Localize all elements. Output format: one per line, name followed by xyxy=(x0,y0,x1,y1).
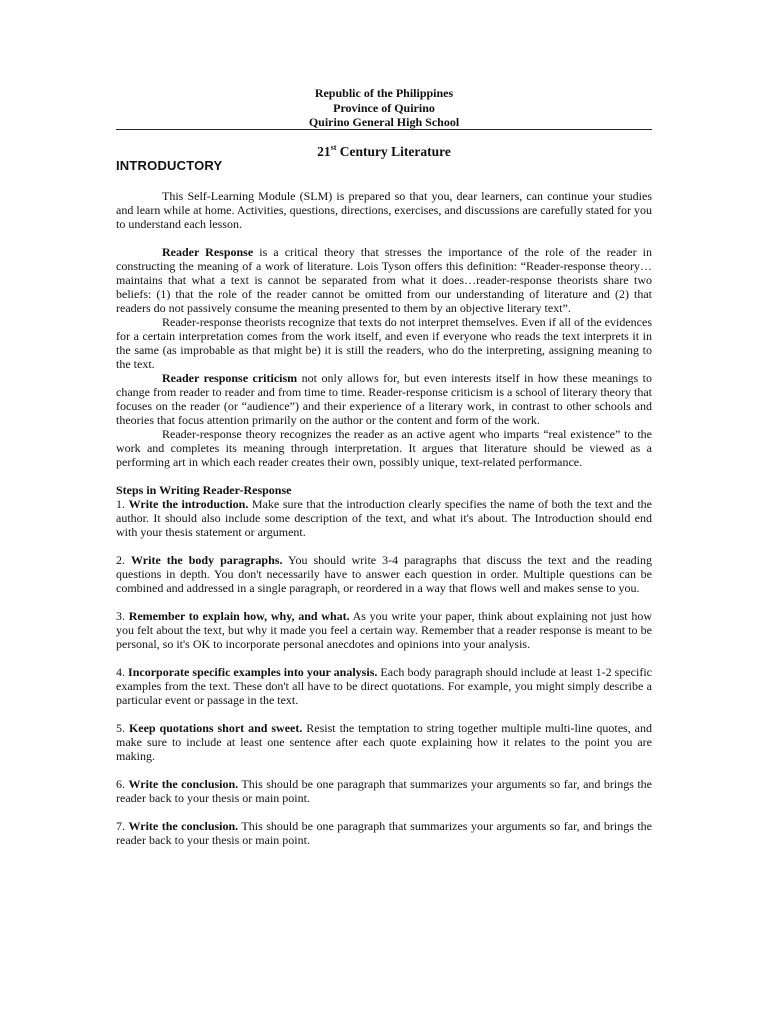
step-number: 5. xyxy=(116,721,129,735)
course-title-number: 21 xyxy=(317,144,331,159)
step-title: Write the conclusion. xyxy=(128,819,239,833)
term-reader-response-criticism: Reader response criticism xyxy=(162,371,298,385)
step-item xyxy=(116,553,652,595)
step-text: Each body paragraph should include at least 1-2 specific examples from the text. These don't all have to be direct quotations. For example, you might simply describe a particular event or passage in the text. xyxy=(116,665,652,707)
step-text: Make sure that the introduction clearly specifies the name of both the text and the author. It should also include some description of the text, and what it's about. The Introduction should end with your thesis statement or argument. xyxy=(116,497,652,539)
step-number: 6. xyxy=(116,777,129,791)
step-item xyxy=(116,777,652,805)
header-republic: Republic of the Philippines xyxy=(314,86,454,100)
step-text: You should write 3-4 paragraphs that discuss the text and the reading questions in depth. You don't necessarily have to answer each question in order. Multiple questions can be combined and addressed in a single paragraph, or reordered in a way that flows well and makes sense to you. xyxy=(116,553,653,595)
step-number: 4. xyxy=(116,665,129,679)
steps-heading: Steps in Writing Reader-Response xyxy=(116,483,292,497)
step-number: 7. xyxy=(116,819,129,833)
step-text: This should be one paragraph that summarizes your arguments so far, and brings the reader back to your thesis or main point. xyxy=(116,777,652,805)
step-item xyxy=(116,665,652,707)
section-heading: INTRODUCTORY xyxy=(116,158,223,173)
step-title: Write the body paragraphs. xyxy=(131,553,283,567)
course-title-text: Century Literature xyxy=(336,144,451,159)
paragraph-reader-response-text: is a critical theory that stresses the importance of the role of the reader in constructing the meaning of a work of literature. Lois Tyson offers this definition: “Reader-response theory…maintains that what a text is cannot be separated from what it does…reader-response theorists share two beliefs: (1) that the role of the reader cannot be omitted from our understanding of literature and (2) that readers do not passively consume the meaning presented to them by an objective literary text”. xyxy=(116,245,652,315)
paragraph-criticism xyxy=(116,371,652,427)
step-text: As you write your paper, think about explaining not just how you felt about the text, but why it made you feel a certain way. Remember that a reader response is meant to be personal, so it's OK to incorporate personal anecdotes and opinions into your analysis. xyxy=(116,609,652,651)
document-header xyxy=(116,86,652,130)
step-item xyxy=(116,609,652,651)
step-number: 2. xyxy=(116,553,131,567)
term-reader-response: Reader Response xyxy=(162,245,254,259)
header-divider xyxy=(116,129,652,130)
document-body xyxy=(116,189,652,847)
step-item xyxy=(116,721,652,763)
step-number: 3. xyxy=(116,609,129,623)
step-text: This should be one paragraph that summarizes your arguments so far, and brings the reader back to your thesis or main point. xyxy=(116,819,652,847)
paragraph-theory: Reader-response theory recognizes the reader as an active agent who imparts “real existence” to the work and completes its meaning through interpretation. It argues that literature should be viewed as a performing art in which each reader creates their own, possibly unique, text-related performance. xyxy=(116,427,652,469)
step-item xyxy=(116,497,652,539)
step-title: Remember to explain how, why, and what. xyxy=(128,609,350,623)
step-title: Keep quotations short and sweet. xyxy=(128,721,303,735)
step-title: Write the introduction. xyxy=(128,497,249,511)
step-number: 1. xyxy=(116,497,129,511)
step-item xyxy=(116,819,652,847)
step-text: Resist the temptation to string together multiple multi-line quotes, and make sure to include at least one sentence after each quote explaining how it relates to the point you are making. xyxy=(116,721,652,763)
paragraph-theorists: Reader-response theorists recognize that texts do not interpret themselves. Even if all of the evidences for a certain interpretation comes from the work itself, and even if everyone who reads the text interprets it in the same (as improbable as that might be) it is still the readers, who do the interpreting, assigning meaning to the text. xyxy=(116,315,652,371)
header-province: Province of Quirino xyxy=(333,100,435,115)
course-title-suffix: st xyxy=(330,143,337,152)
header-school: Quirino General High School xyxy=(308,115,460,129)
step-title: Incorporate specific examples into your analysis. xyxy=(128,665,378,679)
paragraph-criticism-text: not only allows for, but even interests itself in how these meanings to change from reader to reader and from time to time. Reader-response criticism is a school of literary theory that focuses on the reader (or “audience”) and their experience of a literary work, in contrast to other schools and theories that focus attention primarily on the author or the content and form of the work. xyxy=(116,371,652,427)
step-title: Write the conclusion. xyxy=(128,777,239,791)
paragraph-reader-response xyxy=(116,245,652,315)
paragraph-slm: This Self-Learning Module (SLM) is prepared so that you, dear learners, can continue your studies and learn while at home. Activities, questions, directions, exercises, and discussions are carefully stated for you to understand each lesson. xyxy=(116,189,652,231)
